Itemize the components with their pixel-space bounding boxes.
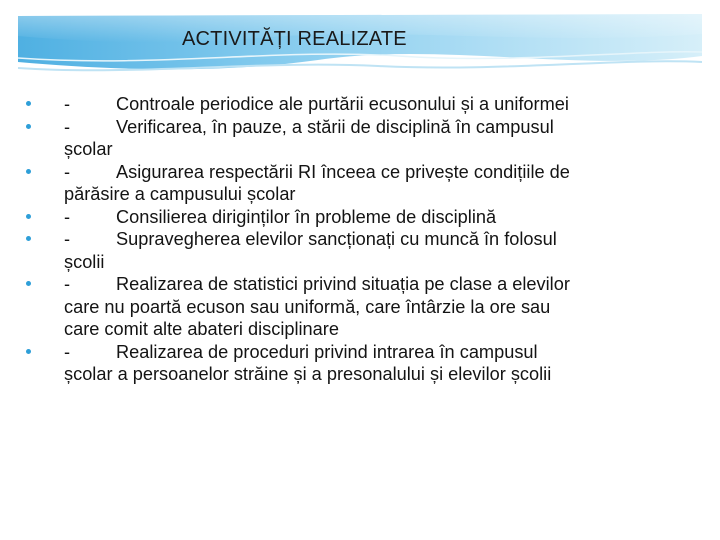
bullet-dot-icon — [26, 124, 31, 129]
bullet-item — [26, 228, 702, 273]
bullet-text-continuation: școlar — [64, 139, 113, 159]
bullet-dot-icon — [26, 281, 31, 286]
bullet-dot-icon — [26, 214, 31, 219]
bullet-item — [26, 341, 702, 386]
slide-title: ACTIVITĂȚI REALIZATE — [182, 28, 407, 50]
bullet-item — [26, 273, 702, 341]
bullet-dot-icon — [26, 349, 31, 354]
bullet-dash: - — [64, 94, 71, 114]
bullet-text-line: Supravegherea elevilor sancționați cu muncă în folosul — [116, 229, 557, 249]
bullet-item — [26, 93, 702, 116]
bullet-item — [26, 116, 702, 161]
bullet-text-continuation: care nu poartă ecuson sau uniformă, care întârzie la ore sau — [64, 296, 551, 317]
bullet-list — [26, 93, 702, 386]
bullet-dot-icon — [26, 236, 31, 241]
bullet-text-line: Consilierea diriginților în probleme de disciplină — [116, 206, 497, 227]
bullet-text-line: Realizarea de statistici privind situația pe clase a elevilor — [116, 274, 570, 294]
bullet-dash: - — [64, 206, 71, 227]
bullet-text-line: Realizarea de proceduri privind intrarea în campusul — [116, 341, 538, 362]
bullet-text-continuation: părăsire a campusului școlar — [64, 184, 296, 204]
bullet-text-continuation: școlii — [64, 251, 105, 272]
bullet-text-line: Verificarea, în pauze, a stării de disciplină în campusul — [116, 116, 554, 137]
bullet-item — [26, 161, 702, 206]
bullet-item — [26, 206, 702, 229]
bullet-text-continuation: care comit alte abateri disciplinare — [64, 319, 339, 339]
bullet-text-line: Controale periodice ale purtării ecusonului și a uniformei — [116, 94, 569, 114]
bullet-dot-icon — [26, 101, 31, 106]
bullet-dash: - — [64, 229, 71, 249]
bullet-dash: - — [64, 161, 71, 182]
bullet-text-line: Asigurarea respectării RI înceea ce privește condițiile de — [116, 161, 570, 182]
bullet-text-continuation: școlar a persoanelor străine și a presonalului și elevilor școlii — [64, 364, 552, 384]
bullet-dash: - — [64, 341, 71, 362]
bullet-dash: - — [64, 274, 71, 294]
bullet-dot-icon — [26, 169, 31, 174]
bullet-dash: - — [64, 116, 71, 137]
